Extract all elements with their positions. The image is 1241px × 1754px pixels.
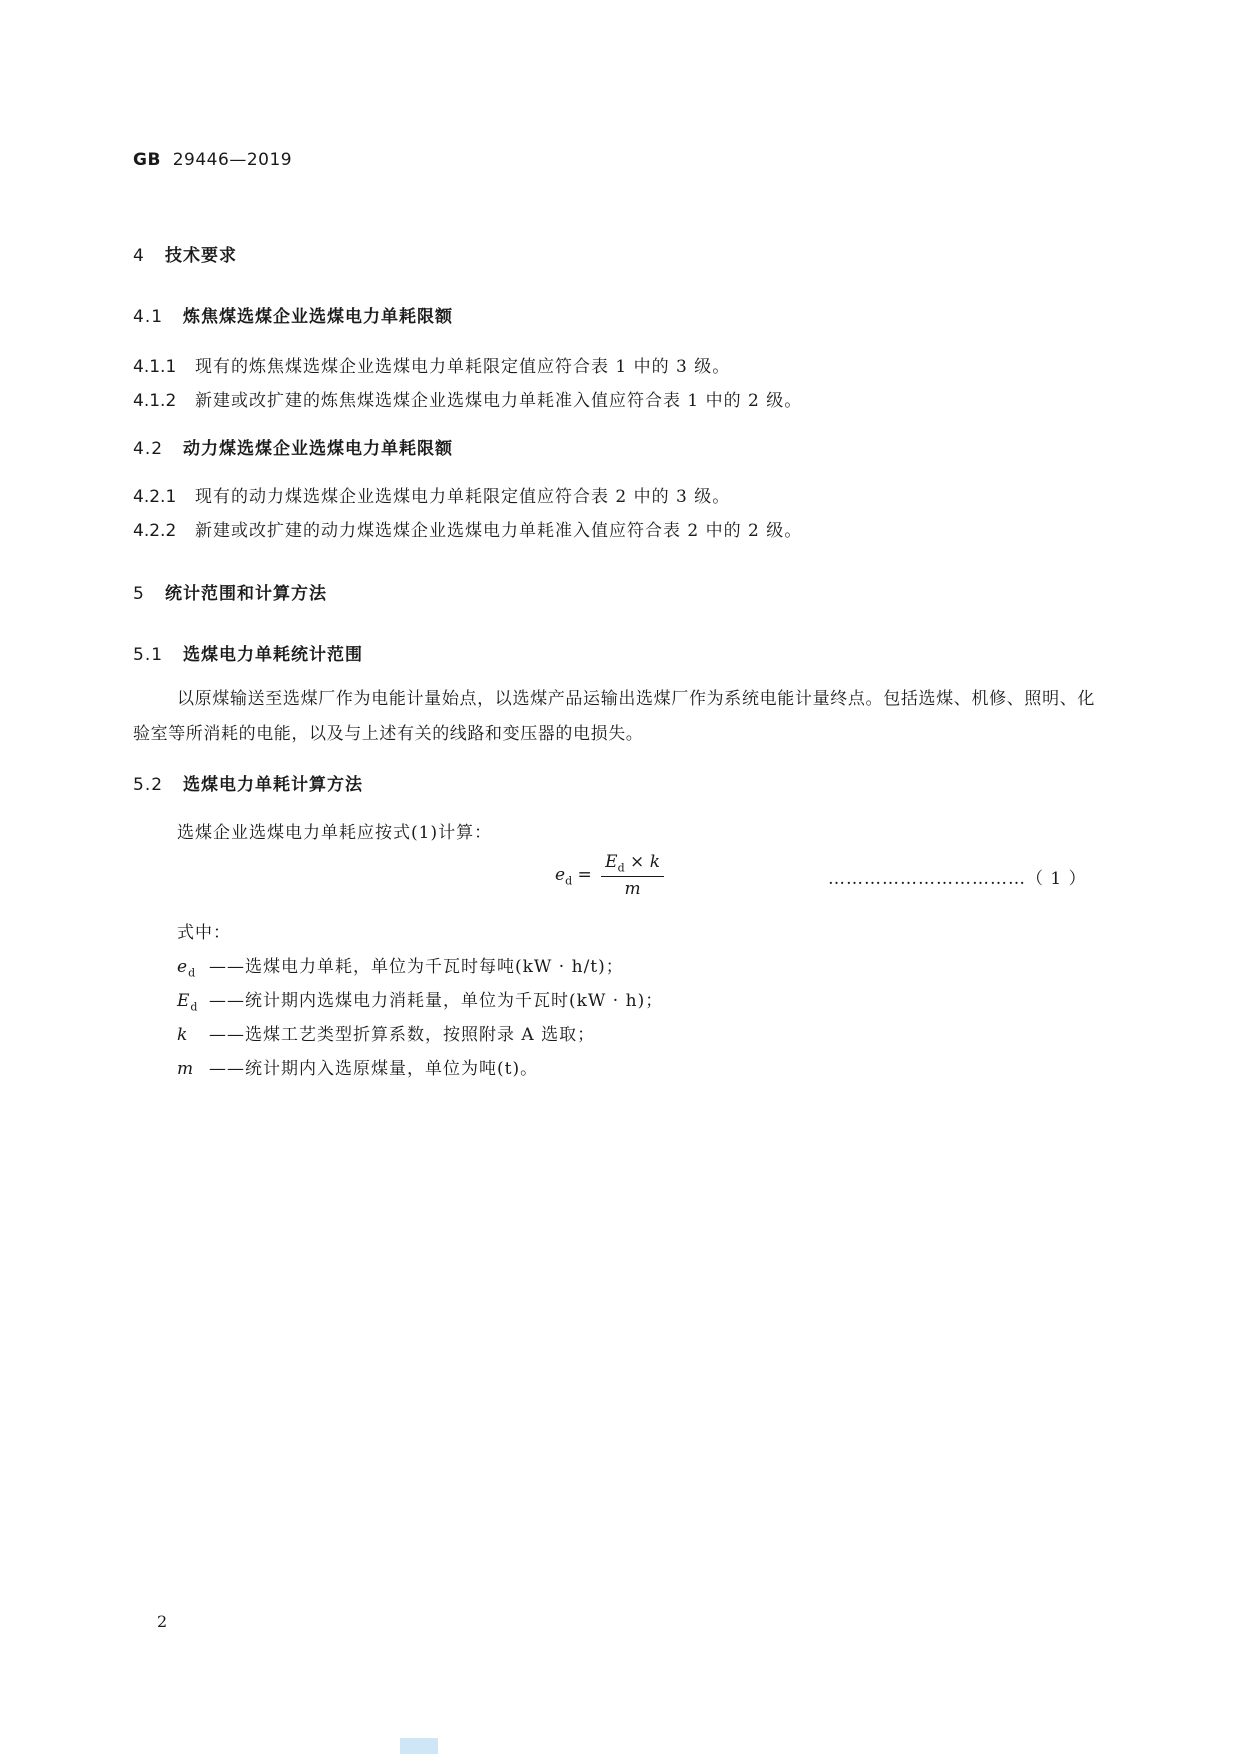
numerator: $E_d \times k$ [601,852,664,877]
clause-text: 新建或改扩建的动力煤选煤企业选煤电力单耗准入值应符合表 2 中的 2 级。 [195,521,803,541]
section-5-heading [133,579,327,604]
clause-number: 4.1.1 [133,357,177,377]
section-number: 5.2 [133,775,164,795]
clause-number: 4.2.2 [133,521,177,541]
clause-text: 现有的动力煤选煤企业选煤电力单耗限定值应符合表 2 中的 3 级。 [195,487,731,507]
scan-mark [400,1738,438,1754]
section-4-heading [133,241,237,266]
clause-number: 4.1.2 [133,391,177,411]
standard-prefix: GB [133,150,161,170]
clause-text: 现有的炼焦煤选煤企业选煤电力单耗限定值应符合表 1 中的 3 级。 [195,357,731,377]
paragraph-5-2: 选煤企业选煤电力单耗应按式(1)计算： [177,823,493,843]
clause-4-2-2 [133,516,802,541]
formula-lhs: $e_d$ [555,865,573,888]
definition-item: $e_d$ ——选煤电力单耗，单位为千瓦时每吨(kW · h/t)； [177,957,624,980]
equals-sign: = [577,865,592,886]
section-title: 炼焦煤选煤企业选煤电力单耗限额 [183,307,453,327]
clause-number: 4.2.1 [133,487,177,507]
section-title: 动力煤选煤企业选煤电力单耗限额 [183,439,453,459]
page-number: 2 [157,1612,168,1631]
clause-4-1-2 [133,386,802,411]
clause-text: 新建或改扩建的炼焦煤选煤企业选煤电力单耗准入值应符合表 1 中的 2 级。 [195,391,803,411]
standard-code: 29446—2019 [172,150,293,170]
section-title: 技术要求 [165,246,237,266]
document-header [133,150,292,170]
section-4-1-heading [133,302,453,327]
section-5-2-heading [133,770,363,795]
section-title: 选煤电力单耗计算方法 [183,775,363,795]
fraction [601,852,664,899]
section-number: 4.2 [133,439,164,459]
paragraph-5-1: 以原煤输送至选煤厂作为电能计量始点，以选煤产品运输出选煤厂作为系统电能计量终点。包括选煤、机修、照明、化验室等所消耗的电能，以及与上述有关的线路和变压器的电损失。 [133,689,1095,744]
clause-4-2-1 [133,482,730,507]
equation-number: ……………………………（ 1 ） [828,869,1087,889]
section-4-2-heading [133,434,453,459]
definition-item: m ——统计期内入选原煤量，单位为吨(t)。 [177,1059,539,1079]
section-number: 4.1 [133,307,164,327]
section-number: 5 [133,584,145,604]
section-number: 4 [133,246,145,266]
clause-4-1-1 [133,352,730,377]
definition-item: $E_d$ ——统计期内选煤电力消耗量，单位为千瓦时(kW · h)； [177,991,664,1014]
formula-1 [555,852,664,899]
definition-item: k ——选煤工艺类型折算系数，按照附录 A 选取； [177,1025,596,1045]
where-label: 式中： [177,923,231,943]
section-title: 选煤电力单耗统计范围 [183,645,363,665]
denominator: m [624,879,641,900]
section-number: 5.1 [133,645,164,665]
section-5-1-heading [133,640,363,665]
section-title: 统计范围和计算方法 [165,584,327,604]
